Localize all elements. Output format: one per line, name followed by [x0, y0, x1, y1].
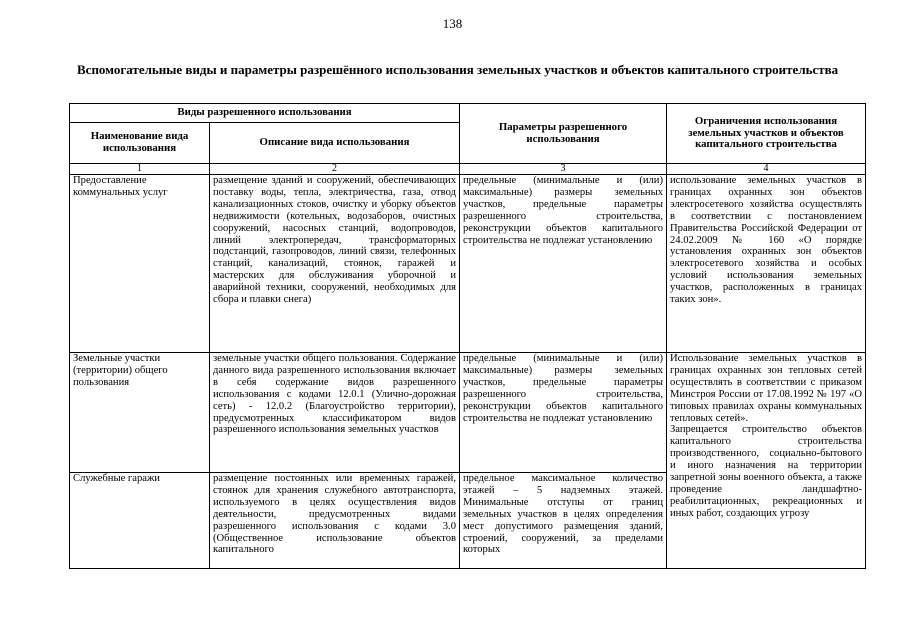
document-title: Вспомогательные виды и параметры разрешённого использования земельных участков и объектов капитального строительства: [77, 62, 839, 77]
header-restrictions: Ограничения использования земельных участков и объектов капитального строительства: [667, 104, 866, 164]
column-number: 2: [210, 164, 460, 175]
usage-description: земельные участки общего пользования. Содержание данного вида разрешенного использования включает в себя содержание видов разрешенного использования с кодами 12.0.1 (Улично-дорожная сеть) - 12.0.2 (Благоустройство территории), предусмотренных классификатором видов разрешенного использования земельных участков: [210, 353, 460, 473]
header-name: Наименование вида использования: [70, 123, 210, 164]
page-number: 138: [442, 16, 463, 31]
table-row: [70, 175, 866, 353]
usage-parameters: предельные (минимальные и (или) максимальные) размеры земельных участков, предельные параметры разрешенного строительства, реконструкции объектов капитального строительства не подлежат установлению: [460, 353, 667, 473]
usage-name: Предоставление коммунальных услуг: [70, 175, 210, 353]
usage-parameters: предельное максимальное количество этажей – 5 надземных этажей. Минимальные отступы от границ земельных участков в целях определения мест допустимого размещения зданий, строений, сооружений, за пределами которых: [460, 473, 667, 569]
table-header-row-1: [70, 104, 866, 123]
header-description: Описание вида использования: [210, 123, 460, 164]
usage-name: Служебные гаражи: [70, 473, 210, 569]
usage-restrictions: использование земельных участков в границах охранных зон объектов электросетевого хозяйства осуществлять в соответствии с постановлением Правительства Российской Федерации от 24.02.2009 № 160 «О порядке установления охранных зон объектов электросетевого хозяйства и особых условий использования земельных участков, расположенных в границах таких зон».: [667, 175, 866, 353]
column-numbers-row: [70, 164, 866, 175]
column-number: 4: [667, 164, 866, 175]
table-row: [70, 353, 866, 473]
usage-parameters: предельные (минимальные и (или) максимальные) размеры земельных участков, предельные параметры разрешенного строительства, реконструкции объектов капитального строительства не подлежат установлению: [460, 175, 667, 353]
usage-table: [69, 103, 866, 569]
usage-description: размещение постоянных или временных гаражей, стоянок для хранения служебного автотранспорта, используемого в целях осуществления видов деятельности, предусмотренных видами разрешенного использования с кодами 3.0 (Общественное использование объектов капитального: [210, 473, 460, 569]
restrictions-heat-networks: Использование земельных участков в границах охранных зон тепловых сетей осуществлять в соответствии с приказом Минстроя России от 17.08.1992 № 197 «О типовых правилах охраны коммунальных тепловых сетей».: [670, 353, 862, 424]
column-number: 1: [70, 164, 210, 175]
header-group-types: Виды разрешенного использования: [70, 104, 460, 123]
usage-name: Земельные участки (территории) общего пользования: [70, 353, 210, 473]
usage-description: размещение зданий и сооружений, обеспечивающих поставку воды, тепла, электричества, газа, отвод канализационных стоков, очистку и уборку объектов недвижимости (котельных, водозаборов, очистных сооружений, насосных станций, водопроводов, линий электропередач, трансформаторных подстанций, газопроводов, линий связи, телефонных станций, канализаций, стоянок, гаражей и мастерских для обслуживания уборочной и аварийной техники, сооружений, необходимых для сбора и плавки снега): [210, 175, 460, 353]
header-parameters: Параметры разрешенного использования: [460, 104, 667, 164]
usage-restrictions: [667, 353, 866, 569]
column-number: 3: [460, 164, 667, 175]
restrictions-military-zone: Запрещается строительство объектов капитального строительства производственного, социально-бытового и иного назначения на территории запретной зоны военного объекта, а также проведение ландшафтно-реабилитационных, рекреационных и иных работ, создающих угрозу: [670, 424, 862, 519]
